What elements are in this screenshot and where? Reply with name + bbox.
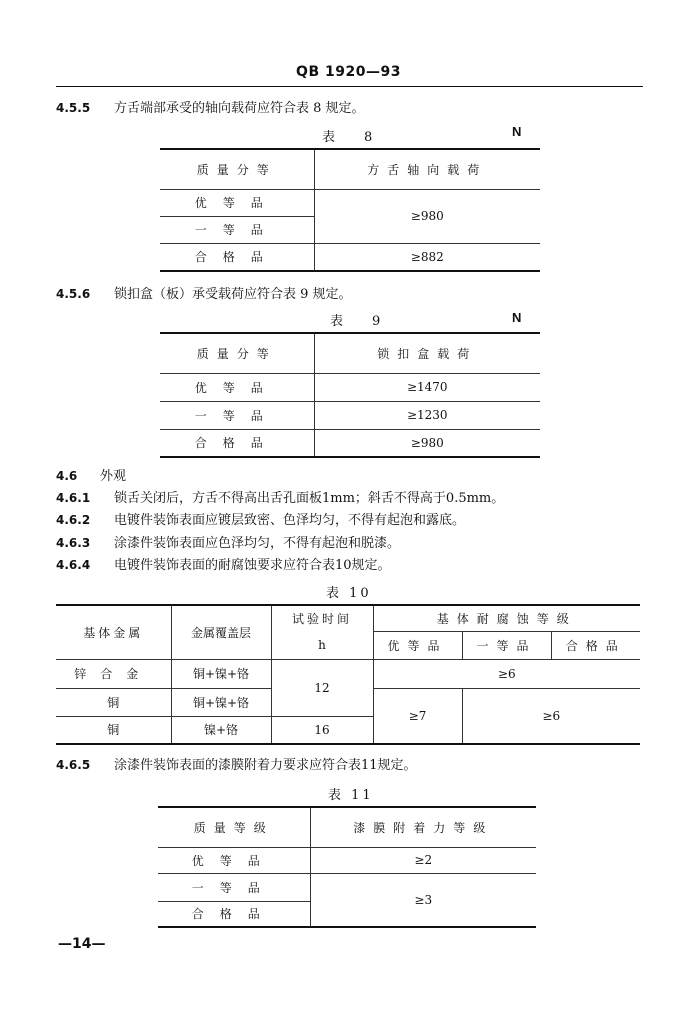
clause-number: 4.6.3 bbox=[56, 536, 91, 550]
table-11-row-label: 合格品 bbox=[158, 901, 310, 927]
running-header: QB 1920—93 bbox=[296, 64, 401, 80]
table-9-unit: N bbox=[512, 310, 522, 325]
table-8-row-label: 合格品 bbox=[160, 243, 314, 271]
table-11-row-label: 优等品 bbox=[158, 847, 310, 873]
clause-number: 4.5.6 bbox=[56, 287, 91, 301]
clause-number: 4.6.1 bbox=[56, 491, 91, 505]
table-11-header-adhesion: 漆膜附着力等级 bbox=[310, 807, 536, 847]
table-10-coating: 铜+镍+铬 bbox=[171, 688, 271, 716]
table-10-header-coating: 金属覆盖层 bbox=[171, 605, 271, 659]
table-9-header-grade: 质量分等 bbox=[160, 333, 314, 373]
clause-text: 锁舌关闭后，方舌不得高出舌孔面板1mm；斜舌不得高于0.5mm。 bbox=[114, 491, 505, 506]
table-8-row-label: 优等品 bbox=[160, 189, 314, 216]
clause-4-5-5 bbox=[56, 100, 365, 117]
table-9 bbox=[160, 332, 540, 458]
section-title: 外观 bbox=[100, 469, 127, 484]
table-10-grade-all: ≥6 bbox=[373, 659, 640, 688]
header-rule bbox=[56, 86, 643, 87]
table-9-row-label: 合格品 bbox=[160, 429, 314, 457]
table-11-header-grade: 质量等级 bbox=[158, 807, 310, 847]
table-10-header-base-metal: 基体金属 bbox=[56, 605, 171, 659]
table-9-value: ≥1470 bbox=[314, 373, 540, 401]
table-10-base-copper: 铜 bbox=[56, 716, 171, 744]
table-8-unit: N bbox=[512, 124, 522, 139]
table-9-row-label: 优等品 bbox=[160, 373, 314, 401]
section-number: 4.6 bbox=[56, 469, 78, 483]
table-10-coating: 镍+铬 bbox=[171, 716, 271, 744]
clause-text: 电镀件装饰表面的耐腐蚀要求应符合表10规定。 bbox=[114, 558, 391, 573]
clause-number: 4.6.2 bbox=[56, 513, 91, 527]
clause-number: 4.5.5 bbox=[56, 101, 91, 115]
clause-4-6-4 bbox=[56, 557, 391, 574]
table-10-time-16: 16 bbox=[271, 716, 373, 744]
table-10-header-grade-2: 一等品 bbox=[462, 631, 551, 659]
clause-number: 4.6.5 bbox=[56, 758, 91, 772]
table-10-time-12: 12 bbox=[271, 659, 373, 716]
table-10-header-corrosion-grade: 基体耐腐蚀等级 bbox=[373, 605, 640, 631]
table-10-header-time-unit: h bbox=[271, 631, 373, 659]
clause-text: 涂漆件装饰表面的漆膜附着力要求应符合表11规定。 bbox=[114, 758, 417, 773]
clause-4-5-6 bbox=[56, 286, 352, 303]
page-number: —14— bbox=[58, 936, 106, 952]
table-11 bbox=[158, 806, 536, 928]
table-9-value: ≥980 bbox=[314, 429, 540, 457]
clause-text: 涂漆件装饰表面应色泽均匀，不得有起泡和脱漆。 bbox=[114, 536, 401, 551]
table-8-row-label: 一等品 bbox=[160, 216, 314, 243]
table-10-grade-1-value: ≥7 bbox=[373, 688, 462, 744]
table-9-row-label: 一等品 bbox=[160, 401, 314, 429]
table-8-header-load: 方舌轴向载荷 bbox=[314, 149, 540, 189]
table-10-header-test-time: 试验时间 bbox=[271, 605, 373, 631]
table-8-value: ≥882 bbox=[314, 243, 540, 271]
clause-text: 电镀件装饰表面应镀层致密、色泽均匀，不得有起泡和露底。 bbox=[114, 513, 466, 528]
clause-4-6-2 bbox=[56, 512, 465, 529]
table-10-caption: 表 10 bbox=[326, 586, 372, 601]
table-9-header-load: 锁扣盒载荷 bbox=[314, 333, 540, 373]
table-11-caption: 表 11 bbox=[328, 788, 374, 803]
table-10-coating: 铜+镍+铬 bbox=[171, 659, 271, 688]
table-10-grade-23-value: ≥6 bbox=[462, 688, 640, 744]
table-10-header-grade-1: 优等品 bbox=[373, 631, 462, 659]
table-11-row-label: 一等品 bbox=[158, 873, 310, 901]
table-9-caption: 表 9 bbox=[330, 314, 389, 329]
table-8-caption: 表 8 bbox=[322, 130, 381, 145]
clause-4-6-1 bbox=[56, 490, 504, 507]
clause-number: 4.6.4 bbox=[56, 558, 91, 572]
clause-text: 方舌端部承受的轴向载荷应符合表 8 规定。 bbox=[114, 101, 365, 116]
table-8-value: ≥980 bbox=[314, 189, 540, 243]
clause-4-6-5 bbox=[56, 757, 417, 774]
table-10 bbox=[56, 604, 640, 745]
table-8-header-grade: 质量分等 bbox=[160, 149, 314, 189]
table-11-value: ≥2 bbox=[310, 847, 536, 873]
table-9-value: ≥1230 bbox=[314, 401, 540, 429]
table-10-base-zinc-alloy: 锌合金 bbox=[56, 659, 171, 688]
table-10-header-grade-3: 合格品 bbox=[551, 631, 640, 659]
clause-4-6-3 bbox=[56, 535, 400, 552]
table-10-base-copper: 铜 bbox=[56, 688, 171, 716]
section-4-6 bbox=[56, 468, 126, 485]
clause-text: 锁扣盒（板）承受载荷应符合表 9 规定。 bbox=[114, 287, 352, 302]
table-11-value: ≥3 bbox=[310, 873, 536, 927]
table-8 bbox=[160, 148, 540, 272]
